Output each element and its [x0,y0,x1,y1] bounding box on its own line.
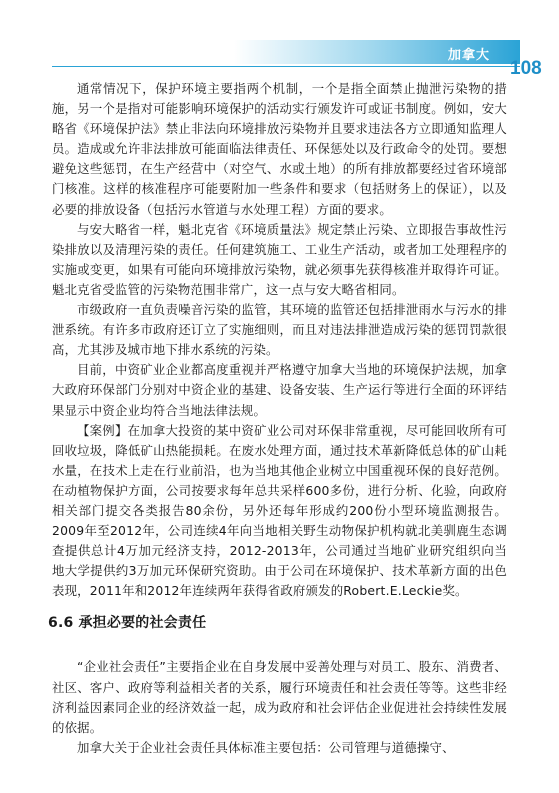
paragraph: 目前，中资矿业企业都高度重视并严格遵守加拿大当地的环境保护法规，加拿大政府环保部门分别对中资企业的基建、设备安装、生产运行等进行全面的环评结果显示中资企业均符合当地法律法规。 [52,362,507,418]
paragraph: 通常情况下，保护环境主要指两个机制，一个是指全面禁止抛泄污染物的措施，另一个是指对可能影响环境保护的活动实行颁发许可或证书制度。例如，安大略省《环境保护法》禁止非法向环境排放污染物并且要求违法各方立即通知监理人员。造成或允许非法排放可能面临法律责任、环保惩处以及行政命令的处罚。要想避免这些惩罚，在生产经营中（对空气、水或土地）的所有排放都要经过省环境部门核准。这样的核准程序可能要附加一些条件和要求（包括财务上的保证），以及必要的排放设备（包括污水管道与水处理工程）方面的要求。 [52,81,507,217]
paragraph: 加拿大关于企业社会责任具体标准主要包括：公司管理与道德操守、 [77,739,455,755]
page-content [48,79,507,758]
paragraph: “企业社会责任”主要指企业在自身发展中妥善处理与对员工、股东、消费者、社区、客户、政府等利益相关者的关系，履行环境责任和社会责任等等。这些非经济利益因素同企业的经济效益一起，成为政府和社会评估企业促进社会持续性发展的依据。 [52,659,507,735]
page-number: 108 [510,58,542,79]
paragraph: 【案例】在加拿大投资的某中资矿业公司对环保非常重视，尽可能回收所有可回收垃圾，降低矿山热能损耗。在废水处理方面，通过技术革新降低总体的矿山耗水量，在技术上走在行业前沿，也为当地其他企业树立中国重视环保的良好范例。在动植物保护方面，公司按要求每年总共采样600多份，进行分析、化验，向政府相关部门提交各类报告80余份，另外还每年形成约200份小型环境监测报告。2009年至2012年，公司连续4年向当地相关野生动物保护机构就北美驯鹿生态调查提供总计4万加元经济支持，2012-2013年，公司通过当地矿业研究组织向当地大学提供约3万加元环保研究资助。由于公司在环境保护、技术革新方面的出色表现，2011年和2012年连续两年获得省政府颁发的Robert.E.Leckie奖。 [52,422,507,599]
country-label: 加拿大 [448,48,491,63]
section-heading: 6.6 承担必要的社会责任 [48,615,207,632]
header-divider [52,66,520,67]
header-banner [0,40,520,64]
paragraph: 与安大略省一样，魁北克省《环境质量法》规定禁止污染、立即报告事故性污染排放以及清理污染的责任。任何建筑施工、工业生产活动，或者加工处理程序的实施或变更，如果有可能向环境排放污染物，就必须事先获得核准并取得许可证。魁北克省受监管的污染物范围非常广，这一点与安大略省相同。 [52,221,507,297]
paragraph: 市级政府一直负责噪音污染的监管，其环境的监管还包括排泄雨水与污水的排泄系统。有许多市政府还订立了实施细则，而且对违法排泄造成污染的惩罚罚款很高，尤其涉及城市地下排水系统的污染。 [52,302,507,358]
